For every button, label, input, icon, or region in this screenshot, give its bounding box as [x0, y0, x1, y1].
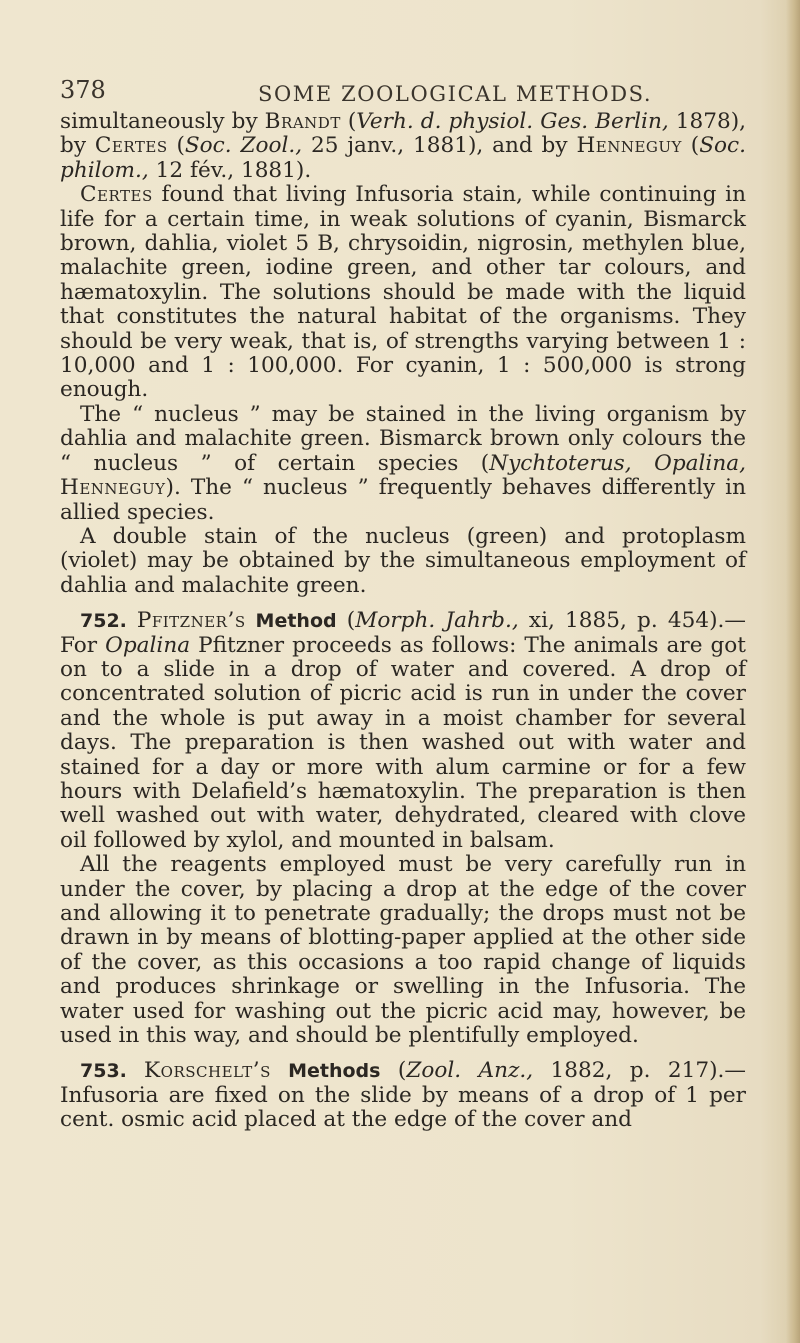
section-author: Korschelt’s [144, 1058, 271, 1084]
paragraph-double-stain: A double stain of the nucleus (green) and protoplasm (violet) may be obtained by the simultaneous employment of dahlia and malachite green. [60, 523, 746, 598]
author-brandt: Brandt [264, 109, 341, 134]
running-title: SOME ZOOLOGICAL METHODS. [258, 82, 653, 106]
paragraph-continuation: simultaneously by Brandt (Verh. d. physiol. Ges. Berlin, 1878), by Certes (Soc. Zool., 25 janv., 1881), and by Henneguy (Soc. philom., 12 fév., 1881). [60, 109, 746, 183]
paragraph-reagents: All the reagents employed must be very carefully run in under the cover, by placing a drop at the edge of the cover and allowing it to penetrate gradually; the drops must not be drawn in by means of blotting-paper applied at the other side of the cover, as this occasions a too rapid change of liquids and produces shrinkage or swelling in the Infusoria. The water used for washing out the picric acid may, however, be used in this way, and should be plentifully employed. [60, 852, 746, 1049]
section-number: 753. [80, 1060, 145, 1083]
section-number: 752. [80, 610, 137, 633]
paragraph-certes: Certes found that living Infusoria stain, while continuing in life for a certain time, in weak solutions of cyanin, Bismarck brown, dahlia, violet 5 B, chrysoidin, nigrosin, methylen blue, malachite green, iodine green, and other tar colours, and hæmatoxylin. The solutions should be made with the liquid that constitutes the natural habitat of the organisms. They should be very weak, that is, of strengths varying between 1 : 10,000 and 1 : 100,000. For cyanin, 1 : 500,000 is strong enough. [60, 182, 746, 403]
citation: Verh. d. physiol. Ges. Berlin, [356, 109, 669, 134]
author-certes: Certes [80, 182, 153, 208]
page-edge-shadow [786, 0, 800, 1343]
author-henneguy: Henneguy [60, 475, 166, 501]
section-author: Pfitzner’s [136, 608, 246, 634]
citation: Soc. philom., [60, 133, 746, 183]
author-certes: Certes [94, 133, 168, 159]
citation: Soc. Zool., [184, 133, 303, 159]
section-heading: Methods [270, 1060, 381, 1083]
section-753: 753. Korschelt’s Methods (Zool. Anz., 1882, p. 217).— Infusoria are fixed on the slide by means of a drop of 1 per cent. osmic acid placed at the edge of the cover and [60, 1058, 746, 1133]
body-text [60, 110, 746, 1133]
section-heading: Method [245, 610, 337, 633]
section-752: 752. Pfitzner’s Method (Morph. Jahrb., xi, 1885, p. 454).— For Opalina Pfitzner proceeds as follows: The animals are got on to a slide in a drop of water and covered. A drop of concentrated solution of picric acid is run in under the cover and the whole is put away in a moist chamber for several days. The preparation is then washed out with water and stained for a day or more with alum carmine or for a few hours with Delafield’s hæmatoxylin. The preparation is then well washed out with water, dehydrated, cleared with clove oil followed by xylol, and mounted in balsam. [60, 608, 746, 853]
author-henneguy: Henneguy [576, 133, 682, 159]
genus-name: Opalina [105, 632, 191, 658]
page-header [0, 76, 800, 106]
page-number: 378 [60, 76, 106, 104]
citation: Zool. Anz., [406, 1058, 534, 1084]
paragraph-nucleus: The “ nucleus ” may be stained in the living organism by dahlia and malachite green. Bismarck brown only colours the “ nucleus ” of certain species (Nychtoterus, Opalina, Henneguy). The “ nucleus ” frequently behaves differently in allied species. [60, 401, 746, 525]
citation: Morph. Jahrb., [355, 608, 519, 634]
species-names: Nychtoterus, Opalina, [489, 450, 746, 476]
